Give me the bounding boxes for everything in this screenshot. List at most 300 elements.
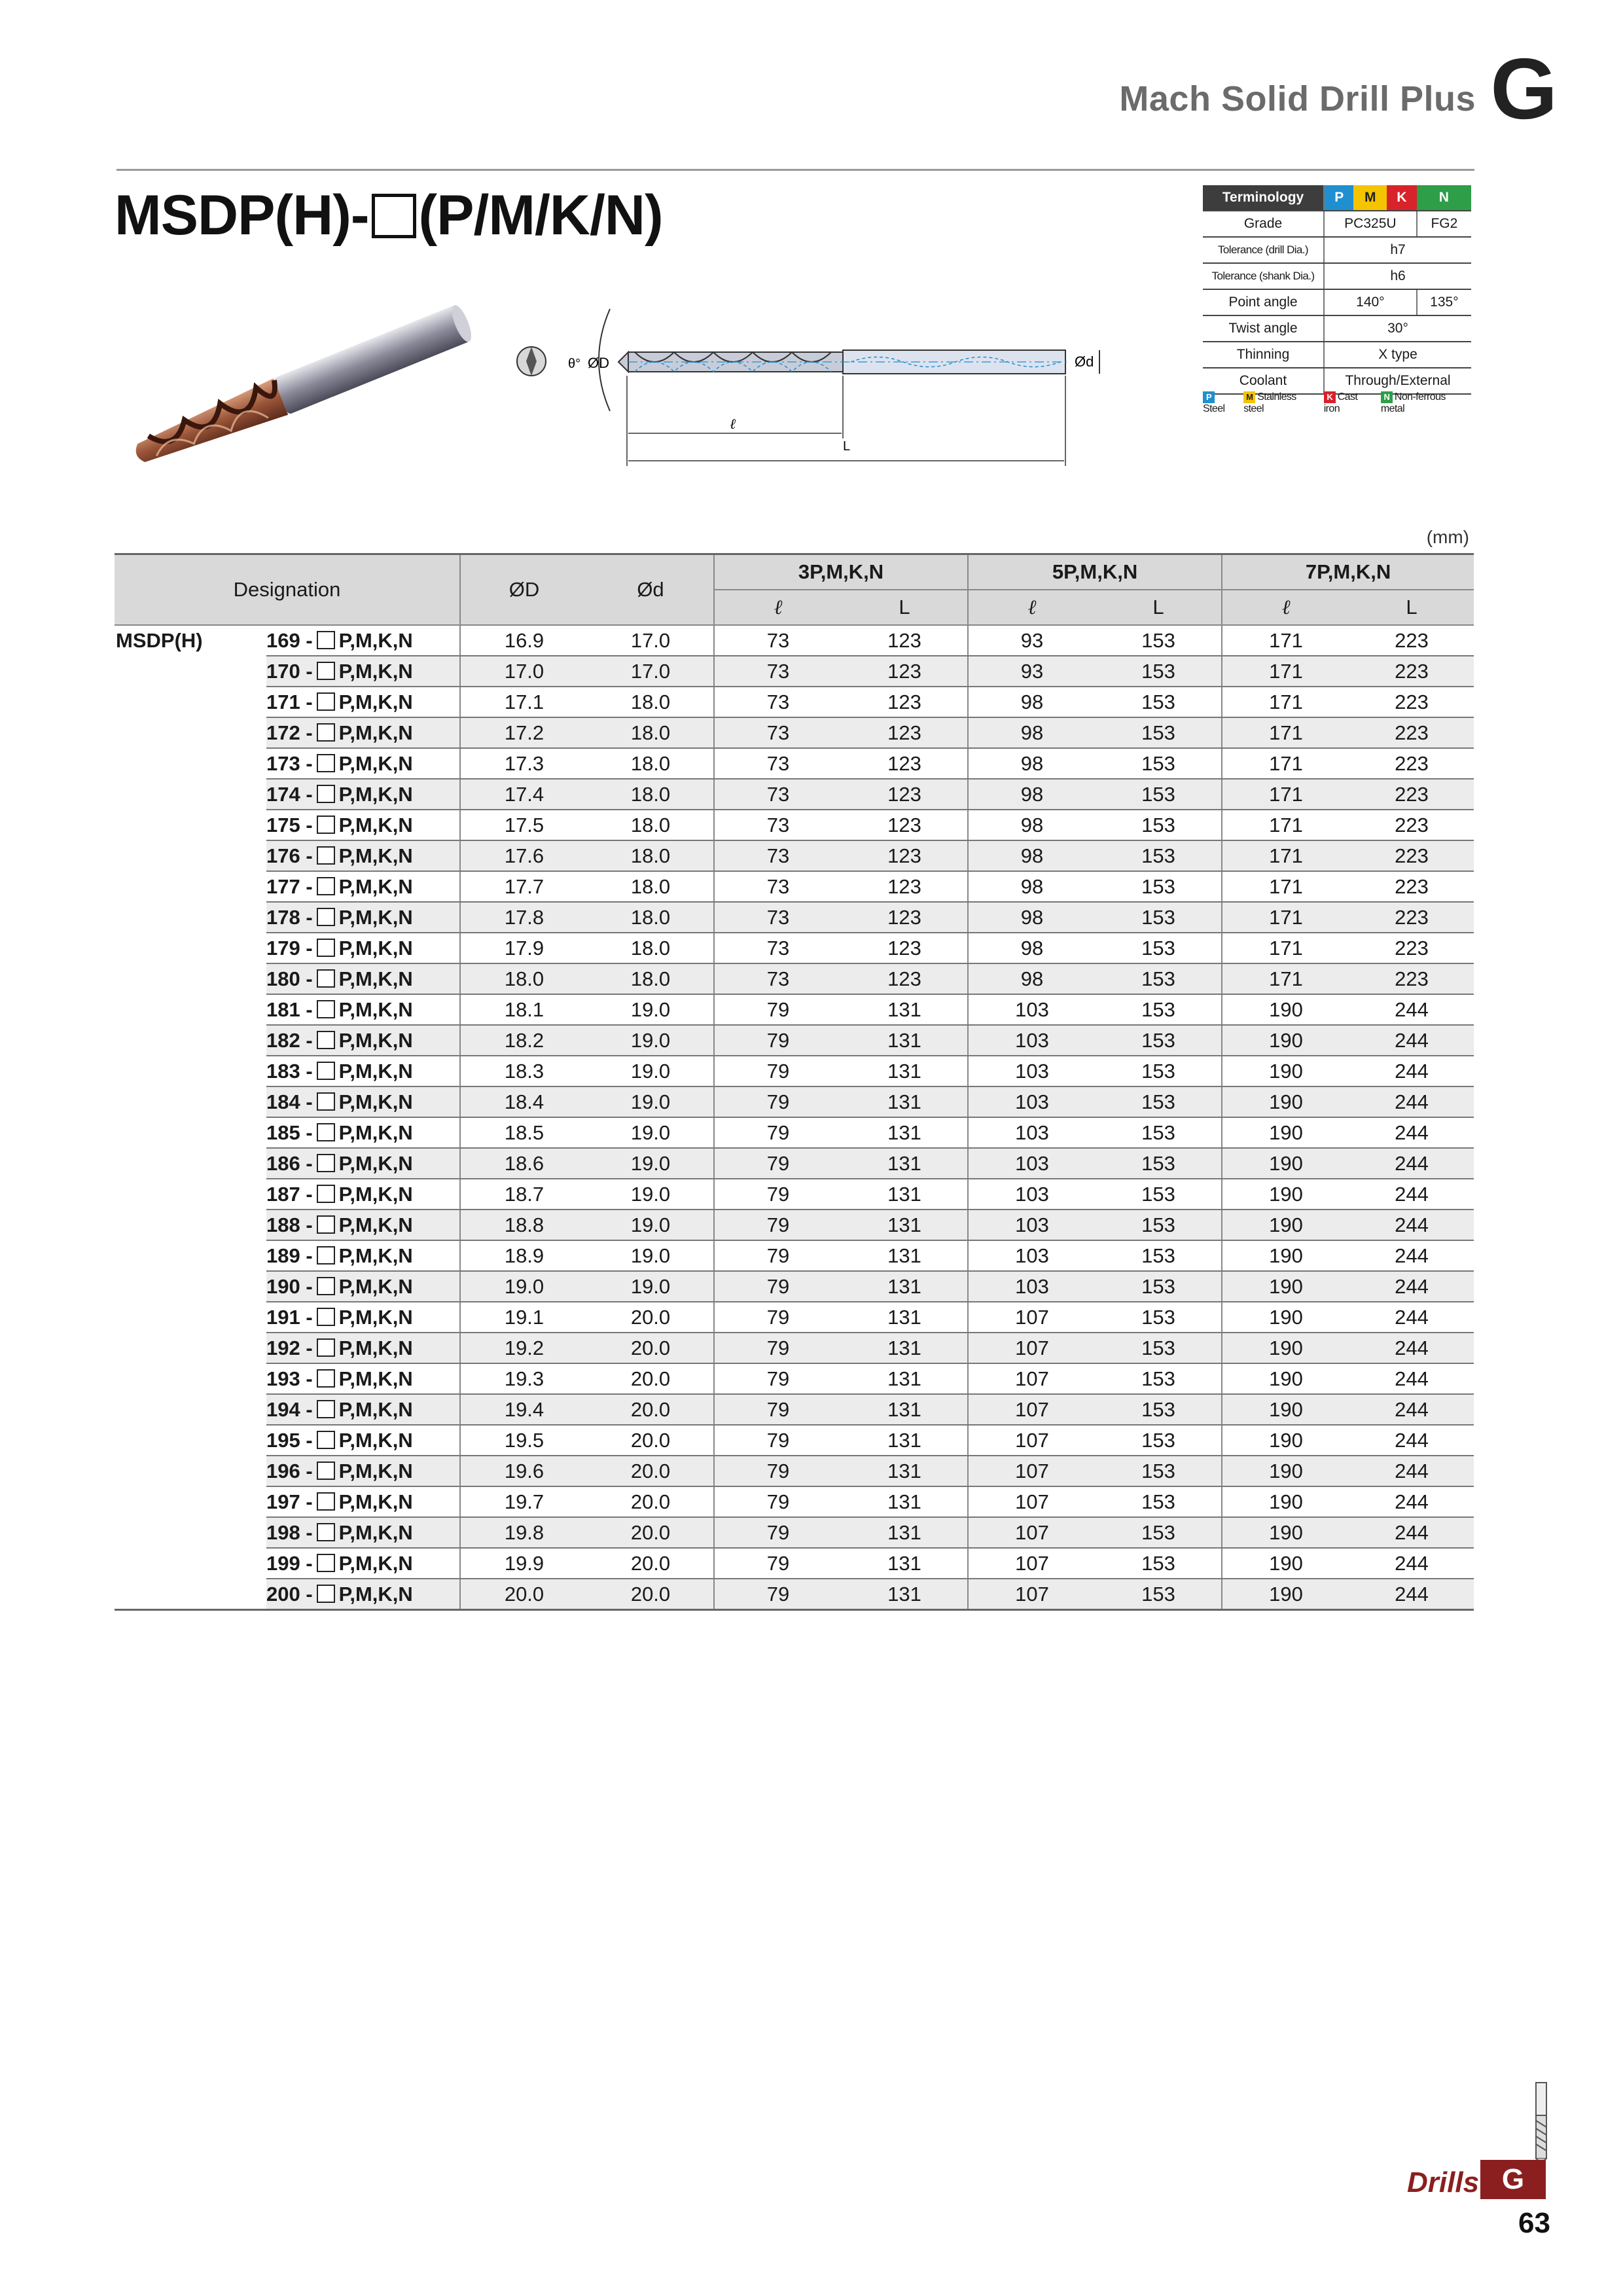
code-placeholder-box-icon [317,785,335,803]
cell-L3: 131 [842,1486,968,1517]
cell-L7: 244 [1349,1056,1474,1086]
spec-value: h6 [1324,263,1471,289]
table-row [115,1117,1474,1148]
cell-L7: 244 [1349,1548,1474,1579]
code-placeholder-box-icon [317,1585,335,1603]
designation-cell [266,748,460,779]
designation-cell [266,933,460,963]
cell-l5: 107 [968,1517,1096,1548]
footer-section-name: Drills [1407,2166,1480,2198]
series-cell [115,1210,266,1240]
series-cell [115,810,266,840]
cell-l7: 171 [1222,810,1349,840]
cell-l3: 79 [714,1210,842,1240]
designation-cell [266,687,460,717]
cell-l5: 98 [968,871,1096,902]
cell-l7: 190 [1222,1579,1349,1610]
cell-l7: 190 [1222,1086,1349,1117]
code-placeholder-box-icon [317,969,335,988]
cell-L5: 153 [1096,656,1222,687]
cell-L3: 131 [842,1240,968,1271]
cell-L3: 131 [842,1086,968,1117]
code-placeholder-box-icon [317,877,335,895]
cell-l7: 190 [1222,1117,1349,1148]
cell-L5: 153 [1096,1117,1222,1148]
designation-suffix: P,M,K,N [338,721,413,744]
designation-cell [266,1486,460,1517]
cell-shank-diameter: 18.0 [588,840,714,871]
cell-L5: 153 [1096,1025,1222,1056]
designation-suffix: P,M,K,N [338,690,413,713]
cell-L5: 153 [1096,1086,1222,1117]
series-cell [115,656,266,687]
designation-code: 173 - [266,751,313,775]
drill-photo-illustration [115,288,481,484]
spec-label: Tolerance (shank Dia.) [1203,263,1324,289]
cell-l7: 190 [1222,1025,1349,1056]
cell-drill-diameter: 19.7 [460,1486,588,1517]
designation-suffix: P,M,K,N [338,1244,413,1267]
cell-l7: 190 [1222,994,1349,1025]
cell-l3: 73 [714,625,842,656]
cell-shank-diameter: 19.0 [588,1117,714,1148]
cell-shank-diameter: 20.0 [588,1486,714,1517]
cell-L7: 244 [1349,1579,1474,1610]
cell-L3: 131 [842,1179,968,1210]
cell-L7: 223 [1349,840,1474,871]
dimension-table [115,553,1474,1611]
spec-row-grade [1203,211,1471,237]
designation-cell [266,840,460,871]
cell-l7: 190 [1222,1486,1349,1517]
series-cell [115,1240,266,1271]
cell-drill-diameter: 18.0 [460,963,588,994]
legend-text: Stainless steel [1243,391,1296,414]
cell-drill-diameter: 17.4 [460,779,588,810]
cell-drill-diameter: 19.0 [460,1271,588,1302]
cell-drill-diameter: 19.8 [460,1517,588,1548]
drill-thumbnail-icon [1528,2081,1554,2163]
cell-l3: 79 [714,1240,842,1271]
cell-l5: 98 [968,687,1096,717]
spec-label: Tolerance (drill Dia.) [1203,237,1324,263]
table-row [115,810,1474,840]
cell-l3: 79 [714,1517,842,1548]
cell-drill-diameter: 17.7 [460,871,588,902]
cell-L5: 153 [1096,748,1222,779]
designation-code: 196 - [266,1459,313,1482]
code-placeholder-box-icon [317,1338,335,1357]
cell-l7: 190 [1222,1271,1349,1302]
spec-row-point-angle [1203,289,1471,315]
table-row [115,1363,1474,1394]
cell-l5: 98 [968,779,1096,810]
code-placeholder-box-icon [317,1123,335,1141]
section-title: Mach Solid Drill Plus [1119,79,1476,118]
cell-l7: 190 [1222,1425,1349,1456]
cell-drill-diameter: 19.4 [460,1394,588,1425]
table-row [115,1086,1474,1117]
table-row [115,1548,1474,1579]
designation-suffix: P,M,K,N [338,1490,413,1513]
header-group-7d: 7P,M,K,N [1222,554,1474,590]
designation-code: 183 - [266,1059,313,1083]
product-code-box-icon [372,194,416,238]
product-suffix: (P/M/K/N) [418,184,663,247]
series-cell [115,1271,266,1302]
cell-L7: 223 [1349,779,1474,810]
cell-drill-diameter: 18.2 [460,1025,588,1056]
designation-cell [266,1148,460,1179]
code-placeholder-box-icon [317,1154,335,1172]
cell-L7: 223 [1349,717,1474,748]
header-divider [116,169,1474,171]
cell-L3: 131 [842,1056,968,1086]
spec-row-tol-shank [1203,263,1471,289]
cell-L3: 123 [842,625,968,656]
designation-code: 176 - [266,844,313,867]
series-cell [115,1517,266,1548]
spec-label: Grade [1203,211,1324,237]
series-cell [115,1425,266,1456]
table-row [115,1394,1474,1425]
code-placeholder-box-icon [317,754,335,772]
series-cell [115,933,266,963]
cell-drill-diameter: 18.9 [460,1240,588,1271]
cell-l7: 190 [1222,1179,1349,1210]
cell-L3: 131 [842,1394,968,1425]
cell-shank-diameter: 19.0 [588,1210,714,1240]
cell-drill-diameter: 17.9 [460,933,588,963]
cell-L5: 153 [1096,840,1222,871]
cell-drill-diameter: 19.9 [460,1548,588,1579]
designation-code: 179 - [266,936,313,960]
spec-label: Point angle [1203,289,1324,315]
designation-suffix: P,M,K,N [338,1274,413,1298]
designation-suffix: P,M,K,N [338,905,413,929]
series-cell [115,748,266,779]
cell-l3: 79 [714,994,842,1025]
table-row [115,1333,1474,1363]
cell-L3: 131 [842,1117,968,1148]
table-body [115,625,1474,1610]
series-cell [115,871,266,902]
cell-L3: 131 [842,1025,968,1056]
cell-L3: 123 [842,963,968,994]
spec-label: Coolant [1203,368,1324,394]
cell-shank-diameter: 19.0 [588,1025,714,1056]
designation-code: 172 - [266,721,313,744]
cell-L5: 153 [1096,625,1222,656]
cell-l7: 190 [1222,1363,1349,1394]
legend-swatch-n: N [1381,391,1393,403]
cell-L3: 131 [842,1363,968,1394]
designation-suffix: P,M,K,N [338,1059,413,1083]
header-L: L [1349,590,1474,625]
designation-suffix: P,M,K,N [338,1151,413,1175]
spec-row-twist-angle [1203,315,1471,342]
cell-drill-diameter: 18.7 [460,1179,588,1210]
cell-drill-diameter: 17.0 [460,656,588,687]
overall-length-label: L [843,439,851,454]
designation-suffix: P,M,K,N [338,1182,413,1206]
cell-shank-diameter: 19.0 [588,1056,714,1086]
designation-code: 178 - [266,905,313,929]
designation-cell [266,1302,460,1333]
cell-l3: 79 [714,1271,842,1302]
designation-code: 180 - [266,967,313,990]
designation-suffix: P,M,K,N [338,997,413,1021]
table-header-row [115,554,1474,590]
cell-shank-diameter: 18.0 [588,871,714,902]
designation-code: 187 - [266,1182,313,1206]
designation-suffix: P,M,K,N [338,1582,413,1605]
cell-L3: 123 [842,656,968,687]
code-placeholder-box-icon [317,1277,335,1295]
cell-L7: 244 [1349,1456,1474,1486]
cell-l3: 73 [714,840,842,871]
designation-suffix: P,M,K,N [338,1428,413,1452]
header-l: ℓ [714,590,842,625]
table-row [115,1179,1474,1210]
designation-cell [266,1425,460,1456]
designation-suffix: P,M,K,N [338,936,413,960]
cell-shank-diameter: 19.0 [588,1148,714,1179]
designation-code: 182 - [266,1028,313,1052]
cell-L5: 153 [1096,963,1222,994]
cell-l3: 73 [714,656,842,687]
cell-L5: 153 [1096,1333,1222,1363]
cell-l3: 79 [714,1548,842,1579]
cell-l5: 107 [968,1302,1096,1333]
designation-cell [266,1363,460,1394]
product-prefix: MSDP(H)- [115,184,369,247]
spec-label: Thinning [1203,342,1324,368]
table-row [115,933,1474,963]
cell-l5: 107 [968,1548,1096,1579]
code-placeholder-box-icon [317,1462,335,1480]
table-row [115,1302,1474,1333]
cell-drill-diameter: 17.6 [460,840,588,871]
cell-l3: 79 [714,1486,842,1517]
designation-code: 185 - [266,1121,313,1144]
designation-code: 169 - [266,628,313,652]
series-cell [115,1086,266,1117]
table-row [115,963,1474,994]
cell-L7: 223 [1349,871,1474,902]
spec-value: 140° [1324,289,1417,315]
cell-l3: 79 [714,1086,842,1117]
cell-l3: 79 [714,1394,842,1425]
cell-L5: 153 [1096,1302,1222,1333]
cell-L7: 244 [1349,1333,1474,1363]
cell-l3: 79 [714,1148,842,1179]
designation-code: 189 - [266,1244,313,1267]
cell-drill-diameter: 19.3 [460,1363,588,1394]
spec-value: h7 [1324,237,1471,263]
cell-L3: 123 [842,840,968,871]
cell-shank-diameter: 20.0 [588,1302,714,1333]
cell-l5: 98 [968,902,1096,933]
flute-length-label: ℓ [730,416,736,432]
cell-L7: 223 [1349,963,1474,994]
table-row [115,1240,1474,1271]
cell-L5: 153 [1096,1425,1222,1456]
series-cell [115,1486,266,1517]
cell-L3: 131 [842,1456,968,1486]
cell-L3: 123 [842,810,968,840]
table-row [115,871,1474,902]
table-row [115,1456,1474,1486]
cell-shank-diameter: 20.0 [588,1394,714,1425]
designation-cell [266,871,460,902]
spec-value: X type [1324,342,1471,368]
cell-L5: 153 [1096,1548,1222,1579]
cell-l7: 171 [1222,840,1349,871]
cell-shank-diameter: 20.0 [588,1517,714,1548]
series-cell [115,1117,266,1148]
designation-cell [266,779,460,810]
cell-L5: 153 [1096,1456,1222,1486]
table-row [115,1025,1474,1056]
cell-L5: 153 [1096,1240,1222,1271]
designation-cell [266,1086,460,1117]
designation-suffix: P,M,K,N [338,782,413,806]
designation-suffix: P,M,K,N [338,1520,413,1544]
spec-value: FG2 [1417,211,1471,237]
cell-L5: 153 [1096,1363,1222,1394]
series-cell [115,1579,266,1610]
cell-l3: 73 [714,748,842,779]
spec-row-coolant [1203,368,1471,394]
header-l: ℓ [1222,590,1349,625]
spec-header-n: N [1417,185,1471,211]
designation-suffix: P,M,K,N [338,1397,413,1421]
designation-suffix: P,M,K,N [338,751,413,775]
designation-cell [266,1179,460,1210]
cell-drill-diameter: 18.8 [460,1210,588,1240]
cell-L7: 244 [1349,1363,1474,1394]
cell-l7: 190 [1222,1333,1349,1363]
series-cell [115,840,266,871]
table-row [115,1148,1474,1179]
cell-l5: 103 [968,1210,1096,1240]
cell-L7: 244 [1349,1517,1474,1548]
cell-l5: 103 [968,1148,1096,1179]
code-placeholder-box-icon [317,1554,335,1572]
table-row [115,840,1474,871]
cell-L7: 223 [1349,810,1474,840]
cell-l5: 103 [968,1086,1096,1117]
designation-code: 174 - [266,782,313,806]
designation-cell [266,810,460,840]
cell-l7: 171 [1222,779,1349,810]
drill-diameter-label: ØD [588,355,609,371]
cell-l5: 103 [968,1179,1096,1210]
series-cell [115,1363,266,1394]
cell-l7: 171 [1222,871,1349,902]
series-cell [115,1302,266,1333]
designation-code: 199 - [266,1551,313,1575]
cell-L3: 123 [842,902,968,933]
cell-shank-diameter: 18.0 [588,748,714,779]
cell-L5: 153 [1096,1056,1222,1086]
designation-cell [266,1394,460,1425]
cell-l5: 103 [968,994,1096,1025]
cell-L7: 223 [1349,933,1474,963]
designation-suffix: P,M,K,N [338,813,413,836]
table-row [115,625,1474,656]
cell-shank-diameter: 18.0 [588,902,714,933]
cell-l3: 73 [714,779,842,810]
product-title [115,183,663,248]
series-cell [115,902,266,933]
cell-L5: 153 [1096,1394,1222,1425]
code-placeholder-box-icon [317,939,335,957]
cell-L7: 244 [1349,1086,1474,1117]
cell-l5: 98 [968,810,1096,840]
designation-suffix: P,M,K,N [338,1367,413,1390]
cell-shank-diameter: 20.0 [588,1579,714,1610]
legend-item [1381,391,1471,415]
designation-code: 171 - [266,690,313,713]
spec-value: PC325U [1324,211,1417,237]
cell-shank-diameter: 20.0 [588,1425,714,1456]
cell-L3: 131 [842,1425,968,1456]
code-placeholder-box-icon [317,1031,335,1049]
cell-l3: 73 [714,810,842,840]
header-drill-diameter: ØD [460,554,588,626]
cell-l7: 171 [1222,687,1349,717]
material-legend [1203,391,1471,415]
designation-code: 170 - [266,659,313,683]
table-row [115,902,1474,933]
unit-label: (mm) [1426,527,1469,547]
table-row [115,1056,1474,1086]
cell-shank-diameter: 20.0 [588,1548,714,1579]
cell-l5: 98 [968,748,1096,779]
designation-code: 186 - [266,1151,313,1175]
designation-cell [266,1456,460,1486]
cell-drill-diameter: 17.1 [460,687,588,717]
cell-drill-diameter: 18.3 [460,1056,588,1086]
spec-terminology-header: Terminology [1203,185,1324,211]
code-placeholder-box-icon [317,1062,335,1080]
cell-L3: 123 [842,779,968,810]
cell-L3: 131 [842,1579,968,1610]
cell-drill-diameter: 20.0 [460,1579,588,1610]
cell-l3: 73 [714,933,842,963]
cell-shank-diameter: 18.0 [588,963,714,994]
legend-swatch-k: K [1324,391,1336,403]
cell-l7: 190 [1222,1456,1349,1486]
series-cell [115,1025,266,1056]
cell-L7: 244 [1349,1302,1474,1333]
header-designation: Designation [115,554,460,626]
series-cell: MSDP(H) [115,625,266,656]
cell-L5: 153 [1096,933,1222,963]
cell-l5: 107 [968,1394,1096,1425]
cell-L3: 123 [842,933,968,963]
table-row [115,1271,1474,1302]
table-row [115,1486,1474,1517]
series-cell [115,963,266,994]
cell-l5: 107 [968,1363,1096,1394]
designation-code: 197 - [266,1490,313,1513]
table-row [115,687,1474,717]
cell-l5: 107 [968,1456,1096,1486]
cell-drill-diameter: 18.5 [460,1117,588,1148]
